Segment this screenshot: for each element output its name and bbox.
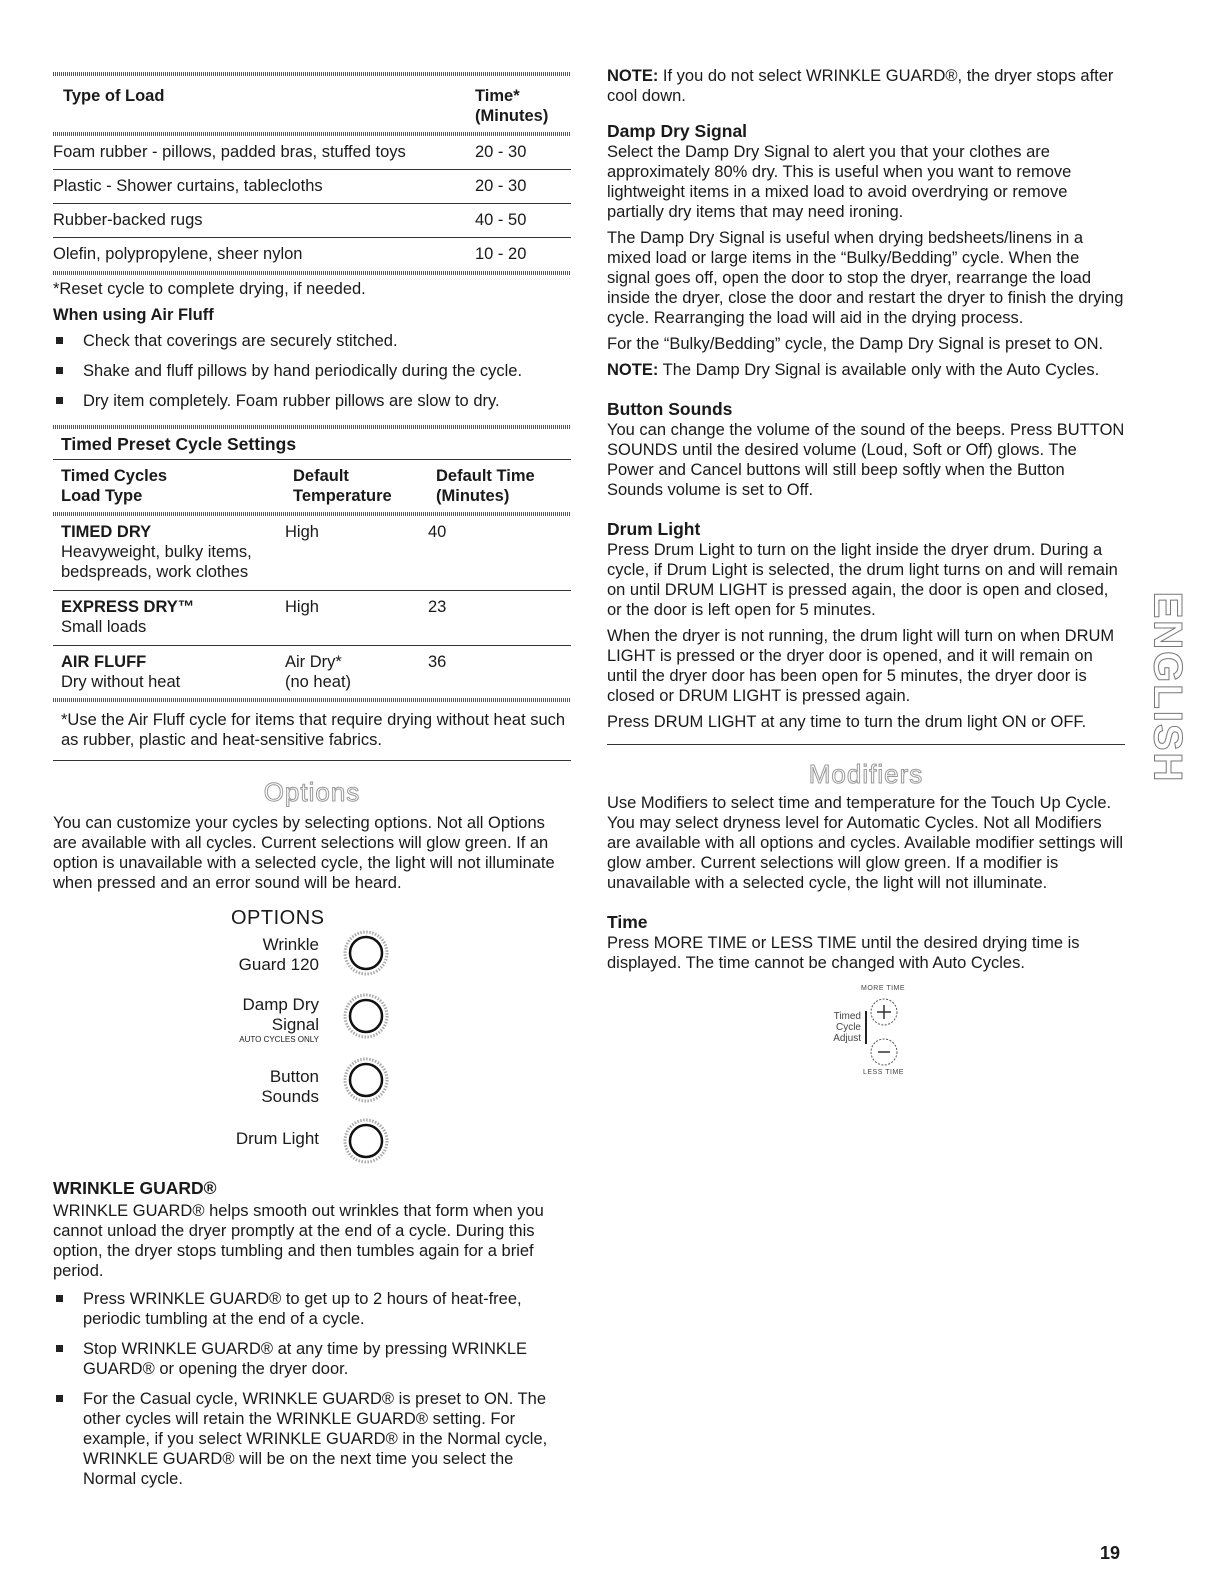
time-text: Press MORE TIME or LESS TIME until the desired drying time is displayed. The time cannot be changed with Auto Cycles.: [607, 934, 1080, 972]
table-row: [53, 591, 571, 646]
table-row: [53, 238, 571, 272]
row-type: Plastic - Shower curtains, tablecloths: [53, 177, 323, 195]
less-time-label: LESS TIME: [863, 1069, 904, 1076]
header-time: Time*: [475, 87, 520, 105]
option-button-icon: [343, 993, 389, 1039]
modifiers-divider: [607, 744, 1125, 745]
header-minutes: (Minutes): [436, 487, 510, 505]
page-number: 19: [1100, 1543, 1121, 1563]
table-header-row: [53, 76, 571, 132]
table-row: [53, 646, 571, 699]
option-label-line: Signal: [271, 1015, 319, 1034]
air-fluff-heading: When using Air Fluff: [53, 306, 214, 324]
damp-dry-p1: Select the Damp Dry Signal to alert you that your clothes are approximately 80% dry. This is useful when you want to remove lightweight items in a mixed load to avoid overdrying or remove partially dry items that may need ironing.: [607, 143, 1072, 221]
table-row: [53, 516, 571, 591]
header-default-time: Default Time: [436, 467, 535, 485]
preset-rows: [53, 516, 571, 698]
cycle-temp: Air Dry*: [285, 653, 342, 671]
list-item: For the Casual cycle, WRINKLE GUARD® is preset to ON. The other cycles will retain the WRINKLE GUARD® setting. For example, if you select WRINKLE GUARD® in the Normal cycle, WRINKLE GUARD® will be on the next time you select the Normal cycle.: [53, 1389, 571, 1489]
adjust-label-line: Timed: [833, 1011, 861, 1022]
options-panel-title: OPTIONS: [231, 907, 325, 929]
note-wrinkle: [607, 66, 1125, 106]
option-label-line: Wrinkle: [262, 935, 319, 954]
cycle-name: TIMED DRY: [61, 523, 152, 541]
drum-light-p3: Press DRUM LIGHT at any time to turn the drum light ON or OFF.: [607, 713, 1087, 731]
english-side-tab: [1145, 572, 1190, 802]
cycle-temp-note: (no heat): [285, 673, 352, 691]
note-label: NOTE:: [607, 67, 659, 85]
options-intro: You can customize your cycles by selecting options. Not all Options are available with all cycles. Current selections will glow green. If an option is unavailable with a selected cycle, the light will not illuminate when pressed and an error sound will be heard.: [53, 814, 555, 892]
table-row: [53, 170, 571, 204]
option-note: AUTO CYCLES ONLY: [239, 1035, 319, 1044]
list-item: Check that coverings are securely stitched.: [53, 331, 571, 351]
note-label: NOTE:: [607, 361, 659, 379]
preset-table-title: Timed Preset Cycle Settings: [61, 434, 297, 454]
wrinkle-guard-button[interactable]: [343, 930, 387, 974]
drum-light-p1: Press Drum Light to turn on the light inside the dryer drum. During a cycle, if Drum Light is selected, the drum light turns on and will remain on until DRUM LIGHT is pressed again, the door is open and closed, or the door is left open for 5 minutes.: [607, 541, 1118, 619]
options-title: Options: [263, 777, 361, 807]
time-adjust-panel: [607, 985, 1125, 1095]
more-time-button[interactable]: [869, 997, 899, 1032]
row-time: 40 - 50: [475, 211, 527, 229]
cycle-desc: Small loads: [61, 618, 147, 636]
row-time: 20 - 30: [475, 143, 527, 161]
plus-icon: [869, 997, 899, 1027]
header-default: Default: [293, 467, 349, 485]
minus-icon: [869, 1037, 899, 1067]
note-damp: [607, 360, 1125, 380]
wrinkle-guard-text: WRINKLE GUARD® helps smooth out wrinkles that form when you cannot unload the dryer promptly at the end of a cycle. During this option, the dryer stops tumbling and then tumbles again for a brief period.: [53, 1202, 544, 1280]
cycle-desc: Heavyweight, bulky items, bedspreads, work clothes: [61, 543, 252, 581]
row-type: Rubber-backed rugs: [53, 211, 203, 229]
damp-dry-p2: The Damp Dry Signal is useful when drying bedsheets/linens in a mixed load or large items in the “Bulky/Bedding” cycle. When the signal goes off, open the door to stop the dryer, rearrange the load inside the dryer, close the door and restart the dryer to finish the drying cycle. Rearranging the load will aid in the drying process.: [607, 229, 1124, 327]
note-text: If you do not select WRINKLE GUARD®, the dryer stops after cool down.: [607, 67, 1114, 105]
row-time: 10 - 20: [475, 245, 527, 263]
note-text: The Damp Dry Signal is available only with the Auto Cycles.: [658, 361, 1100, 379]
header-type: Type of Load: [63, 87, 165, 105]
preset-title-rule: [53, 459, 571, 460]
header-minutes: (Minutes): [475, 107, 549, 125]
cycle-time: 40: [428, 523, 447, 541]
header-cycles: Timed Cycles: [61, 467, 168, 485]
preset-footnote: *Use the Air Fluff cycle for items that require drying without heat such as rubber, plastic and heat-sensitive fabrics.: [61, 711, 566, 749]
left-column: [53, 66, 571, 1489]
preset-top-rule: [53, 425, 571, 429]
drum-light-label: Drum Light: [235, 1129, 319, 1148]
cycle-time: 23: [428, 598, 447, 616]
wrinkle-guard-label: [203, 935, 319, 975]
button-sounds-label: [203, 1067, 319, 1107]
less-time-button[interactable]: [869, 1037, 899, 1072]
load-time-rows: [53, 136, 571, 271]
row-type: Olefin, polypropylene, sheer nylon: [53, 245, 303, 263]
list-item: Dry item completely. Foam rubber pillows are slow to dry.: [53, 391, 571, 411]
drum-light-button[interactable]: [343, 1118, 387, 1162]
adjust-label-line: Cycle: [835, 1022, 861, 1033]
time-heading: Time: [607, 912, 648, 932]
options-panel: [53, 893, 571, 1163]
list-item: Stop WRINKLE GUARD® at any time by pressing WRINKLE GUARD® or opening the dryer door.: [53, 1339, 571, 1379]
load-time-table: [53, 76, 571, 132]
button-sounds-heading: Button Sounds: [607, 399, 733, 419]
drum-light-heading: Drum Light: [607, 519, 701, 539]
button-sounds-button[interactable]: [343, 1057, 387, 1101]
table-bottom-rule: [53, 271, 571, 275]
modifiers-title: Modifiers: [808, 759, 924, 789]
cycle-time: 36: [428, 653, 447, 671]
table-row: [53, 136, 571, 170]
damp-dry-heading: Damp Dry Signal: [607, 121, 748, 141]
preset-table: [53, 466, 571, 512]
option-label-line: Button: [269, 1067, 319, 1086]
option-button-icon: [343, 1118, 389, 1164]
table-row: [53, 204, 571, 238]
list-item: Press WRINKLE GUARD® to get up to 2 hours of heat-free, periodic tumbling at the end of a cycle.: [53, 1289, 571, 1329]
option-label-line: Sounds: [261, 1087, 319, 1106]
cycle-temp: High: [285, 598, 319, 616]
adjust-label-line: Adjust: [833, 1033, 861, 1044]
header-temperature: Temperature: [293, 487, 392, 505]
damp-dry-p3: For the “Bulky/Bedding” cycle, the Damp Dry Signal is preset to ON.: [607, 335, 1104, 353]
button-sounds-text: You can change the volume of the sound of the beeps. Press BUTTON SOUNDS until the desired volume (Loud, Soft or Off) glows. The Power and Cancel buttons will still beep softly when the Button Sounds volume is set to Off.: [607, 421, 1125, 499]
cycle-name: EXPRESS DRY™: [61, 598, 195, 616]
right-column: [607, 66, 1125, 1095]
row-type: Foam rubber - pillows, padded bras, stuffed toys: [53, 143, 406, 161]
row-time: 20 - 30: [475, 177, 527, 195]
cycle-desc: Dry without heat: [61, 673, 181, 691]
cycle-temp: High: [285, 523, 319, 541]
option-label-line: Damp Dry: [242, 995, 319, 1014]
wrinkle-guard-heading: WRINKLE GUARD®: [53, 1178, 217, 1198]
timed-cycle-adjust-label: [819, 1011, 867, 1044]
preset-header-row: [53, 466, 571, 512]
load-footnote: *Reset cycle to complete drying, if needed.: [53, 280, 366, 298]
drum-light-p2: When the dryer is not running, the drum light will turn on when DRUM LIGHT is pressed or the dryer door is opened, and it will remain on until the dryer door has been open for 5 minutes, the dryer door is closed or DRUM LIGHT is pressed again.: [607, 627, 1115, 705]
more-time-label: MORE TIME: [861, 985, 906, 992]
preset-bottom-rule: [53, 698, 571, 702]
option-button-icon: [343, 930, 389, 976]
cycle-name: AIR FLUFF: [61, 653, 147, 671]
side-tab-text: ENGLISH: [1145, 591, 1190, 783]
option-label-line: Guard 120: [238, 955, 319, 974]
modifiers-text: Use Modifiers to select time and temperature for the Touch Up Cycle. You may select dryness level for Automatic Cycles. Not all Modifiers are available with all options and cycles. Available modifier settings will glow amber. Current selections will glow green. If a modifier is unavailable with a selected cycle, the light will not illuminate.: [607, 794, 1124, 892]
damp-dry-label: [203, 995, 319, 1045]
list-item: Shake and fluff pillows by hand periodically during the cycle.: [53, 361, 571, 381]
damp-dry-button[interactable]: [343, 993, 387, 1037]
header-load-type: Load Type: [61, 487, 143, 505]
option-button-icon: [343, 1057, 389, 1103]
options-divider: [53, 760, 571, 761]
